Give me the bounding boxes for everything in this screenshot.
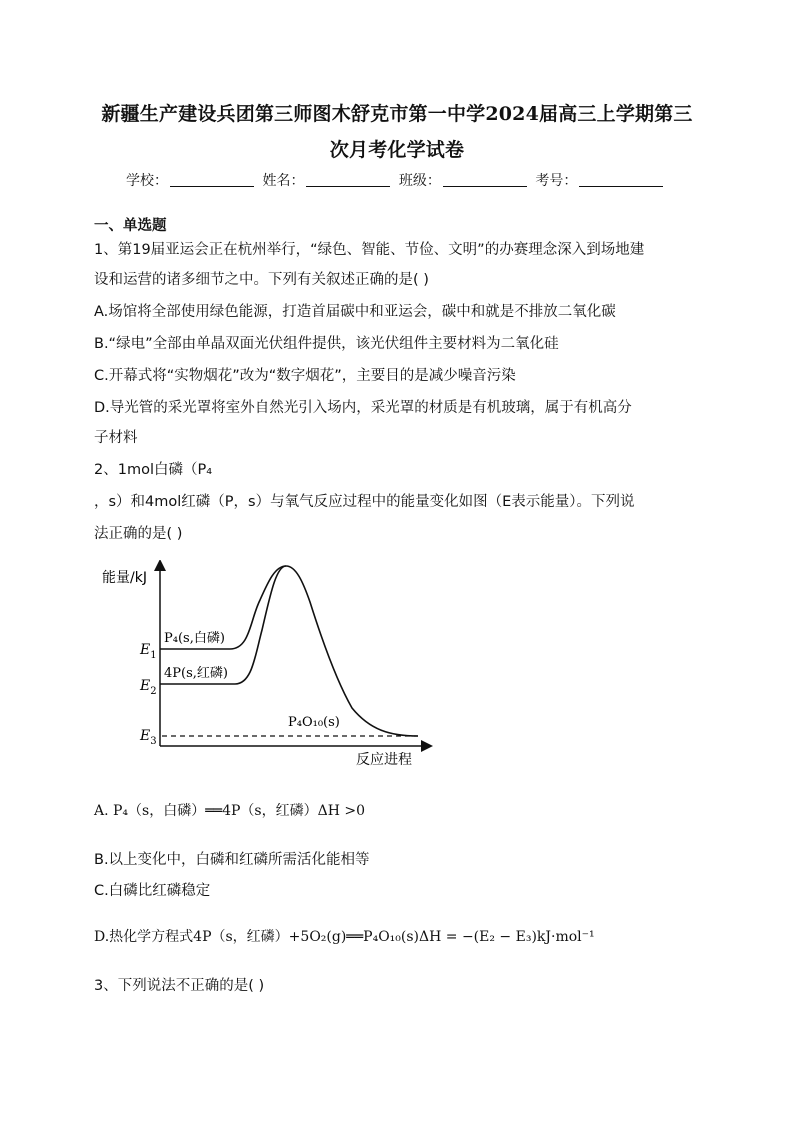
q3-stem: 3、下列说法不正确的是( ) xyxy=(94,978,265,994)
q2-option-b: B.以上变化中，白磷和红磷所需活化能相等 xyxy=(94,852,370,868)
name-label: 姓名： xyxy=(262,173,305,189)
q1-option-d-line1: D.导光管的采光罩将室外自然光引入场内，采光罩的材质是有机玻璃，属于有机高分 xyxy=(94,400,632,416)
q1-option-b: B.“绿电”全部由单晶双面光伏组件提供，该光伏组件主要材料为二氧化硅 xyxy=(94,336,559,352)
white-phosphorus-label: P₄(s,白磷) xyxy=(164,631,225,646)
q1-option-a: A.场馆将全部使用绿色能源，打造首届碳中和亚运会，碳中和就是不排放二氧化碳 xyxy=(94,304,616,320)
q1-stem-line2: 设和运营的诸多细节之中。下列有关叙述正确的是( ) xyxy=(94,272,429,288)
x-axis-label: 反应进程 xyxy=(356,752,412,768)
school-label: 学校： xyxy=(126,173,168,189)
name-blank[interactable] xyxy=(306,172,390,187)
e3-label: $E_3$ xyxy=(140,728,157,747)
q2-stem-line1: 2、1mol白磷（P₄ xyxy=(94,462,213,478)
product-label: P₄O₁₀(s) xyxy=(288,715,340,730)
paper-title-line2: 次月考化学试卷 xyxy=(329,139,465,161)
q2-stem-line2: ，s）和4mol红磷（P，s）与氧气反应过程中的能量变化如图（E表示能量）。下列说 xyxy=(94,494,635,510)
energy-diagram xyxy=(100,560,440,770)
class-label: 班级： xyxy=(398,173,441,189)
section-heading: 一、单选题 xyxy=(94,218,167,234)
q2-option-c: C.白磷比红磷稳定 xyxy=(94,883,211,899)
number-blank[interactable] xyxy=(579,172,663,187)
q2-option-d: D.热化学方程式4P（s，红磷）+5O₂(g)══P₄O₁₀(s)ΔH = −(E₂ − E₃)kJ·mol⁻¹ xyxy=(94,929,595,945)
q1-option-d-line2: 子材料 xyxy=(94,430,138,446)
e1-label: $E_1$ xyxy=(140,642,157,661)
white-phosphorus-curve xyxy=(160,566,418,736)
number-label: 考号： xyxy=(535,173,578,189)
class-blank[interactable] xyxy=(443,172,527,187)
q2-stem-line3: 法正确的是( ) xyxy=(94,526,183,542)
paper-title-line1: 新疆生产建设兵团第三师图木舒克市第一中学2024届高三上学期第三 xyxy=(101,103,693,125)
student-info-fields xyxy=(126,170,667,190)
e2-label: $E_2$ xyxy=(140,678,157,697)
q1-stem-line1: 1、第19届亚运会正在杭州举行，“绿色、智能、节俭、文明”的办赛理念深入到场地建 xyxy=(94,242,645,258)
school-blank[interactable] xyxy=(170,172,254,187)
paper-title xyxy=(70,96,724,168)
q2-option-a: A. P₄（s，白磷）══4P（s，红磷）ΔH >0 xyxy=(94,803,366,819)
y-axis-label: 能量/kJ xyxy=(102,570,147,586)
q1-option-c: C.开幕式将“实物烟花”改为“数字烟花”，主要目的是减少噪音污染 xyxy=(94,368,516,384)
red-phosphorus-label: 4P(s,红磷) xyxy=(164,666,228,681)
